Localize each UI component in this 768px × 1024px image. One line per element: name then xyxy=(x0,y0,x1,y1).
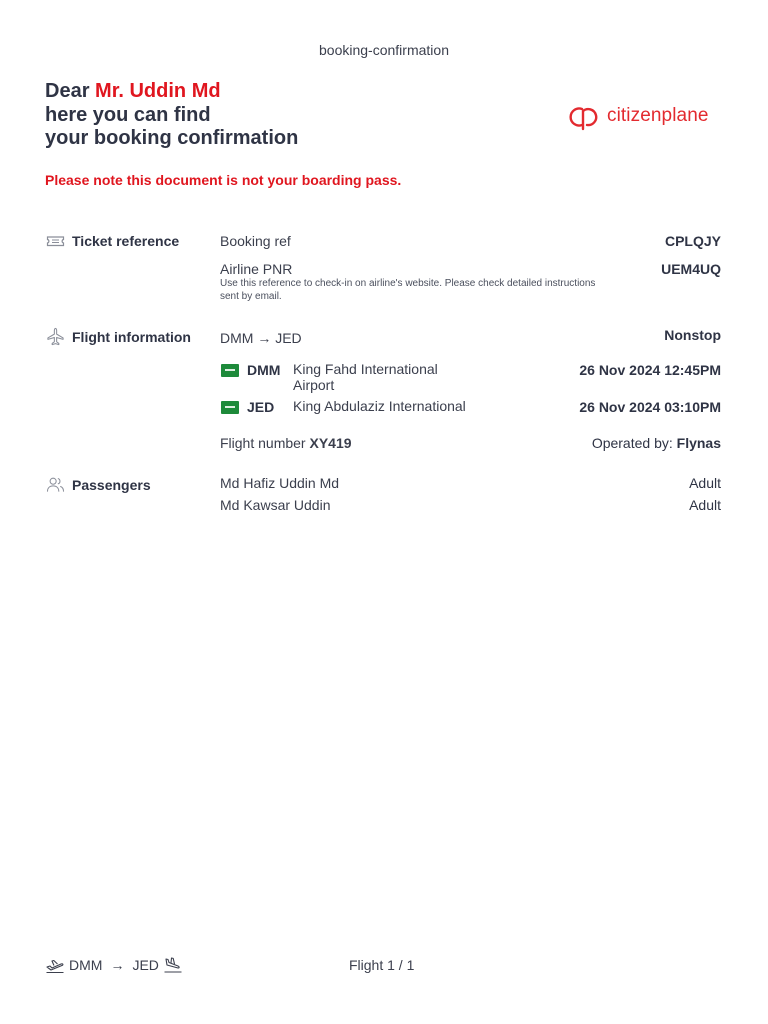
flight-information-title: Flight information xyxy=(72,328,191,345)
boarding-pass-notice: Please note this document is not your boarding pass. xyxy=(45,172,402,188)
saudi-flag-icon xyxy=(221,364,239,377)
ticket-reference-title: Ticket reference xyxy=(72,233,180,249)
departure-datetime: 26 Nov 2024 12:45PM xyxy=(579,362,721,378)
route-origin: DMM xyxy=(220,330,254,346)
greeting-heading xyxy=(45,80,465,151)
departure-code: DMM xyxy=(247,362,281,378)
takeoff-icon xyxy=(45,956,65,974)
citizenplane-logo-icon xyxy=(566,100,604,132)
airline-pnr-value: UEM4UQ xyxy=(661,261,721,277)
airline-pnr-label: Airline PNR xyxy=(220,261,293,277)
operator-name: Flynas xyxy=(676,435,721,451)
brand-name: citizenplane xyxy=(607,105,709,126)
document-title: booking-confirmation xyxy=(319,42,449,58)
saudi-flag-icon xyxy=(221,401,239,414)
flight-stops: Nonstop xyxy=(664,327,721,343)
greeting-line-1 xyxy=(45,80,465,104)
flight-information-heading xyxy=(46,327,191,346)
arrival-airport: King Abdulaziz International xyxy=(293,398,466,414)
customer-name: Mr. Uddin Md xyxy=(95,80,221,102)
flight-number-value: XY419 xyxy=(309,435,352,451)
passengers-heading xyxy=(46,476,151,493)
pnr-instructions: Use this reference to check-in on airline's website. Please check detailed instructions sent by email. xyxy=(220,278,596,302)
booking-ref-label: Booking ref xyxy=(220,233,291,249)
greeting-line-3: your booking confirmation xyxy=(45,127,299,149)
ticket-reference-heading xyxy=(46,233,179,249)
footer-route xyxy=(45,956,183,974)
passenger-type: Adult xyxy=(689,497,721,513)
arrival-code: JED xyxy=(247,399,275,415)
route-arrow: → xyxy=(257,330,272,346)
ticket-icon xyxy=(46,234,65,248)
footer-destination: JED xyxy=(132,957,159,973)
passenger-type: Adult xyxy=(689,475,721,491)
flight-number xyxy=(220,435,352,451)
landing-icon xyxy=(163,956,183,974)
citizenplane-logo xyxy=(566,99,726,133)
flight-number-label: Flight number xyxy=(220,435,310,451)
operated-by-label: Operated by: xyxy=(591,435,677,451)
arrival-datetime: 26 Nov 2024 03:10PM xyxy=(579,399,721,415)
plane-icon xyxy=(46,327,65,346)
flight-route xyxy=(220,330,302,346)
footer-page-indicator: Flight 1 / 1 xyxy=(349,957,415,973)
passengers-title: Passengers xyxy=(72,476,151,493)
footer-origin: DMM xyxy=(69,957,103,973)
passenger-name: Md Kawsar Uddin xyxy=(220,497,331,513)
users-icon xyxy=(46,476,65,493)
passenger-name: Md Hafiz Uddin Md xyxy=(220,475,340,491)
footer-arrow: → xyxy=(110,957,125,973)
greeting-prefix: Dear xyxy=(45,80,96,102)
operated-by xyxy=(592,435,721,451)
booking-ref-value: CPLQJY xyxy=(664,233,721,249)
route-destination: JED xyxy=(275,330,302,346)
departure-airport: King Fahd International Airport xyxy=(293,361,438,393)
greeting-line-2: here you can find xyxy=(45,103,211,126)
